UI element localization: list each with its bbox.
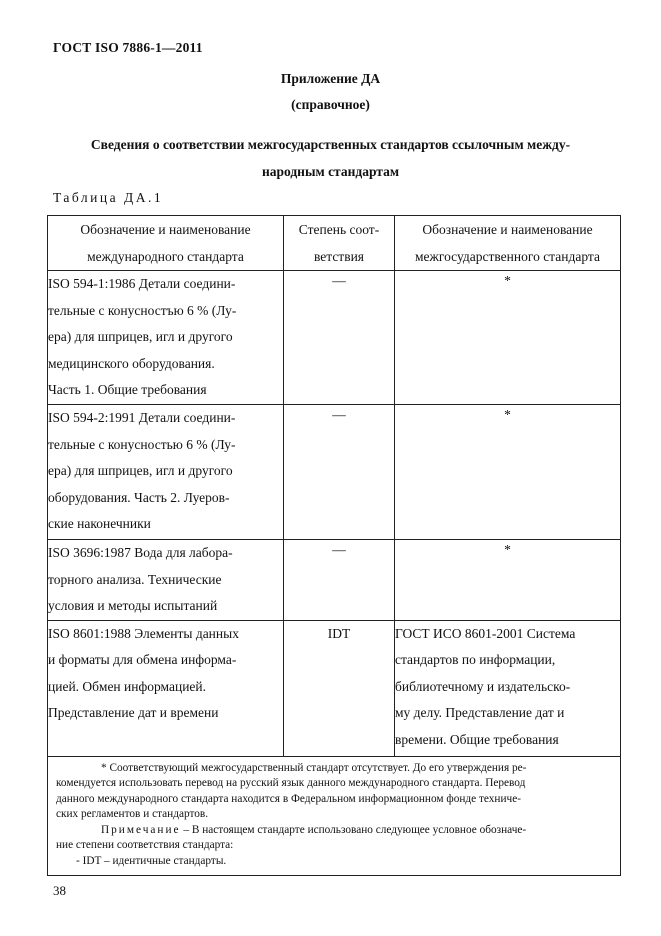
- table-row: [48, 620, 621, 756]
- cell-line: тельные с конусностью 6 % (Лу-: [48, 436, 236, 452]
- cell-interstate-standard: [395, 620, 621, 756]
- section-title-line-2: народным стандартам: [261, 164, 400, 179]
- cell-line: условия и методы испытаний: [48, 598, 218, 613]
- cell-line: торного анализа. Технические: [48, 571, 222, 587]
- cell-line: ISO 3696:1987 Вода для лабора-: [48, 545, 233, 560]
- note-line: [56, 823, 612, 839]
- header-international-standard: [48, 216, 284, 271]
- cell-interstate-standard: *: [395, 271, 621, 405]
- note-line-2: ние степени соответствия стандарта:: [56, 839, 234, 851]
- cell-international-standard: [48, 540, 284, 621]
- header-text: Обозначение и наименование: [422, 222, 593, 237]
- cell-line: и форматы для обмена информа-: [48, 652, 237, 667]
- table-footnote-row: [48, 756, 621, 876]
- table-row: [48, 271, 621, 405]
- document-code: ГОСТ ISO 7886-1—2011: [53, 40, 203, 55]
- table-row: [48, 540, 621, 621]
- cell-line: ISO 594-1:1986 Детали соедини-: [48, 276, 236, 291]
- cell-line: ISO 8601:1988 Элементы данных: [48, 625, 239, 641]
- cell-degree: IDT: [284, 620, 395, 756]
- cell-line: стандартов по информации,: [395, 652, 556, 667]
- cell-line: цией. Обмен информацией.: [48, 678, 207, 694]
- table-caption: Таблица ДА.1: [53, 190, 164, 205]
- cell-line: медицинского оборудования.: [48, 355, 215, 371]
- cell-international-standard: [48, 405, 284, 540]
- cell-line: ISO 594-2:1991 Детали соедини-: [48, 410, 236, 425]
- cell-line: ера) для шприцев, игл и другого: [48, 463, 233, 478]
- header-text: межгосударственного стандарта: [415, 249, 600, 264]
- cell-degree: —: [284, 540, 395, 621]
- cell-international-standard: [48, 620, 284, 756]
- cell-degree: —: [284, 405, 395, 540]
- annex-type: (справочное): [291, 97, 370, 112]
- correspondence-table: [47, 215, 621, 876]
- header-interstate-standard: [395, 216, 621, 271]
- note-label: Примечание: [101, 823, 181, 836]
- cell-interstate-standard: *: [395, 405, 621, 540]
- cell-line: ера) для шприцев, игл и другого: [48, 329, 233, 344]
- cell-line: библиотечному и издательско-: [395, 678, 571, 694]
- cell-line: Часть 1. Общие требования: [48, 382, 207, 397]
- cell-line: ские наконечники: [48, 516, 151, 531]
- cell-line: му делу. Представление дат и: [395, 705, 565, 720]
- cell-line: Представление дат и времени: [48, 705, 219, 720]
- section-title-line-1: Сведения о соответствии межгосударственных стандартов ссылочным между-: [90, 137, 571, 152]
- header-text: ветствия: [313, 249, 365, 264]
- footnote-line: ских регламентов и стандартов.: [56, 808, 209, 820]
- footnote-line: * Соответствующий межгосударственный стандарт отсутствует. До его утверждения ре-: [101, 761, 527, 774]
- cell-international-standard: [48, 271, 284, 405]
- cell-line: тельные с конусностъю 6 % (Лу-: [48, 302, 237, 318]
- cell-line: времени. Общие требования: [395, 731, 559, 747]
- cell-interstate-standard: *: [395, 540, 621, 621]
- header-degree: [284, 216, 395, 271]
- header-text: международного стандарта: [87, 249, 244, 264]
- table-row: [48, 405, 621, 540]
- header-text: Степень соот-: [298, 222, 380, 237]
- cell-line: ГОСТ ИСО 8601-2001 Система: [395, 625, 576, 641]
- note-text: – В настоящем стандарте использовано следующее условное обозначе-: [180, 823, 527, 836]
- footnote-line: комендуется использовать перевод на русский язык данного международного стандарта. Перевод: [56, 777, 526, 789]
- table-footnote: [48, 756, 621, 876]
- footnote-line: данного международного стандарта находится в Федеральном информационном фонде техниче-: [56, 792, 521, 805]
- page-number: 38: [53, 883, 66, 898]
- table-header-row: [48, 216, 621, 271]
- cell-line: оборудования. Часть 2. Луеров-: [48, 489, 230, 505]
- note-item: - IDT – идентичные стандарты.: [76, 854, 227, 867]
- header-text: Обозначение и наименование: [80, 222, 251, 237]
- annex-title: Приложение ДА: [280, 71, 381, 86]
- cell-degree: —: [284, 271, 395, 405]
